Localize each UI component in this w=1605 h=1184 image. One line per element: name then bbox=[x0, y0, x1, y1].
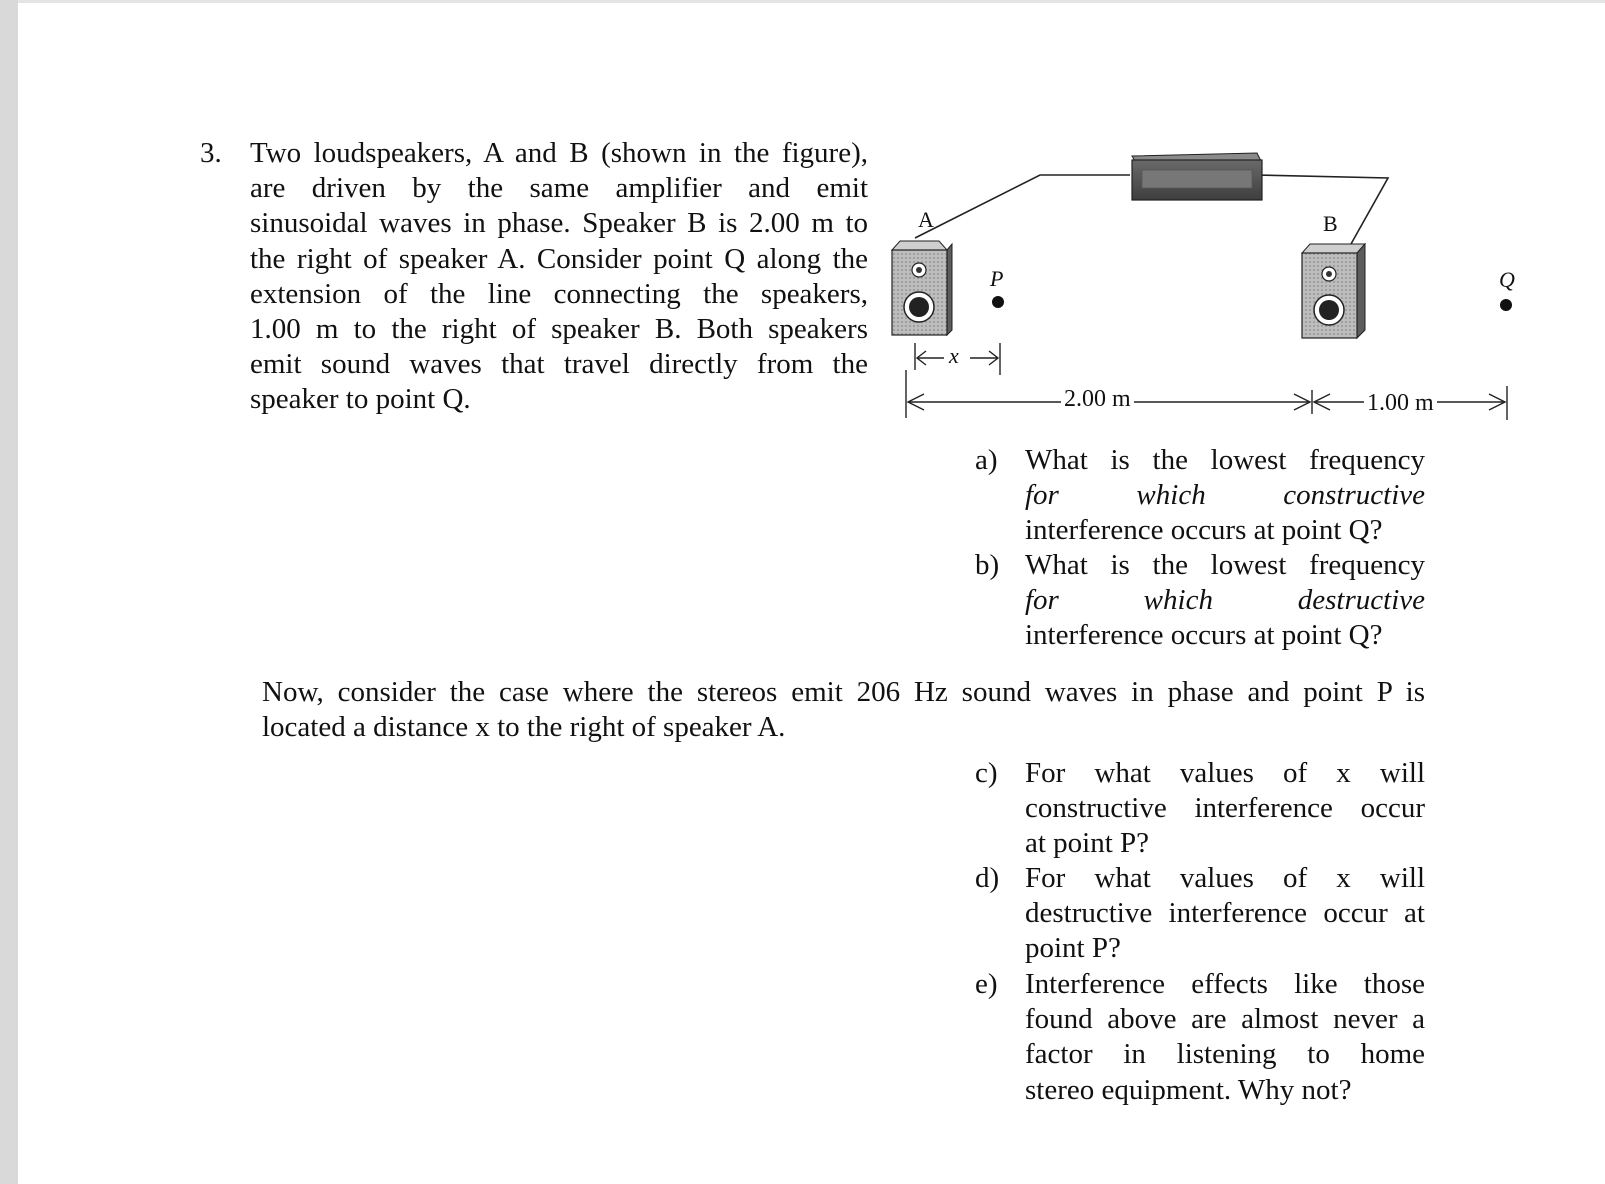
part-c-text bbox=[1025, 756, 1425, 862]
amplifier bbox=[1132, 153, 1262, 200]
intro-line: extension of the line connecting the speakers, bbox=[250, 277, 868, 310]
part-a-text bbox=[1025, 443, 1425, 549]
part-d-line: destructive interference occur at bbox=[1025, 897, 1425, 930]
intro-line: the right of speaker A. Consider point Q along the bbox=[250, 242, 868, 275]
part-a-line: What is the lowest frequency bbox=[1025, 444, 1425, 476]
point-q-dot bbox=[1500, 299, 1512, 311]
intro-line: are driven by the same amplifier and emit bbox=[250, 172, 868, 205]
intro-line: speaker to point Q. bbox=[250, 383, 471, 416]
part-e-label: e) bbox=[975, 968, 998, 1000]
part-d-label: d) bbox=[975, 862, 1000, 894]
intro-line: Two loudspeakers, A and B (shown in the figure), bbox=[250, 137, 868, 169]
part-e-line: Interference effects like those bbox=[1025, 968, 1425, 1000]
part-d-text bbox=[1025, 861, 1425, 967]
intro-line: sinusoidal waves in phase. Speaker B is 2.00 m to bbox=[250, 207, 868, 240]
part-a-line: interference occurs at point Q? bbox=[1025, 514, 1383, 547]
part-a-label: a) bbox=[975, 444, 998, 476]
part-e-line: stereo equipment. Why not? bbox=[1025, 1073, 1352, 1106]
speaker-b bbox=[1302, 244, 1365, 338]
label-distance-bq: 1.00 m bbox=[1364, 390, 1437, 416]
part-e-line: factor in listening to home bbox=[1025, 1038, 1425, 1071]
problem-number: 3. bbox=[200, 137, 222, 169]
part-a-line: for which constructive bbox=[1025, 479, 1425, 512]
transition-paragraph bbox=[262, 675, 1425, 745]
part-d-line: For what values of x will bbox=[1025, 862, 1425, 894]
label-point-p: P bbox=[990, 266, 1004, 291]
part-c-line: at point P? bbox=[1025, 827, 1150, 860]
part-b-line: for which destructive bbox=[1025, 584, 1425, 617]
part-b-line: What is the lowest frequency bbox=[1025, 549, 1425, 581]
intro-line: 1.00 m to the right of speaker B. Both speakers bbox=[250, 313, 868, 346]
speaker-a bbox=[892, 241, 952, 335]
part-b-line: interference occurs at point Q? bbox=[1025, 619, 1383, 652]
part-c-label: c) bbox=[975, 757, 998, 789]
label-distance-ab: 2.00 m bbox=[1061, 386, 1134, 412]
part-b-label: b) bbox=[975, 549, 1000, 581]
wire-to-speaker-b bbox=[1255, 175, 1388, 244]
wire-to-speaker-a bbox=[915, 175, 1130, 238]
point-p-dot bbox=[992, 296, 1004, 308]
part-e-line: found above are almost never a bbox=[1025, 1003, 1425, 1036]
transition-line: located a distance x to the right of speaker A. bbox=[262, 711, 786, 744]
intro-line: emit sound waves that travel directly from the bbox=[250, 348, 868, 381]
transition-line: Now, consider the case where the stereos emit 206 Hz sound waves in phase and point P is bbox=[262, 676, 1425, 708]
label-point-q: Q bbox=[1499, 267, 1515, 292]
speaker-diagram bbox=[0, 0, 1605, 440]
part-d-line: point P? bbox=[1025, 932, 1121, 965]
part-c-line: For what values of x will bbox=[1025, 757, 1425, 789]
label-speaker-b: B bbox=[1323, 211, 1338, 236]
label-speaker-a: A bbox=[918, 207, 934, 232]
part-c-line: constructive interference occur bbox=[1025, 792, 1425, 825]
part-b-text bbox=[1025, 548, 1425, 654]
label-x: x bbox=[949, 343, 959, 368]
part-e-text bbox=[1025, 967, 1425, 1108]
